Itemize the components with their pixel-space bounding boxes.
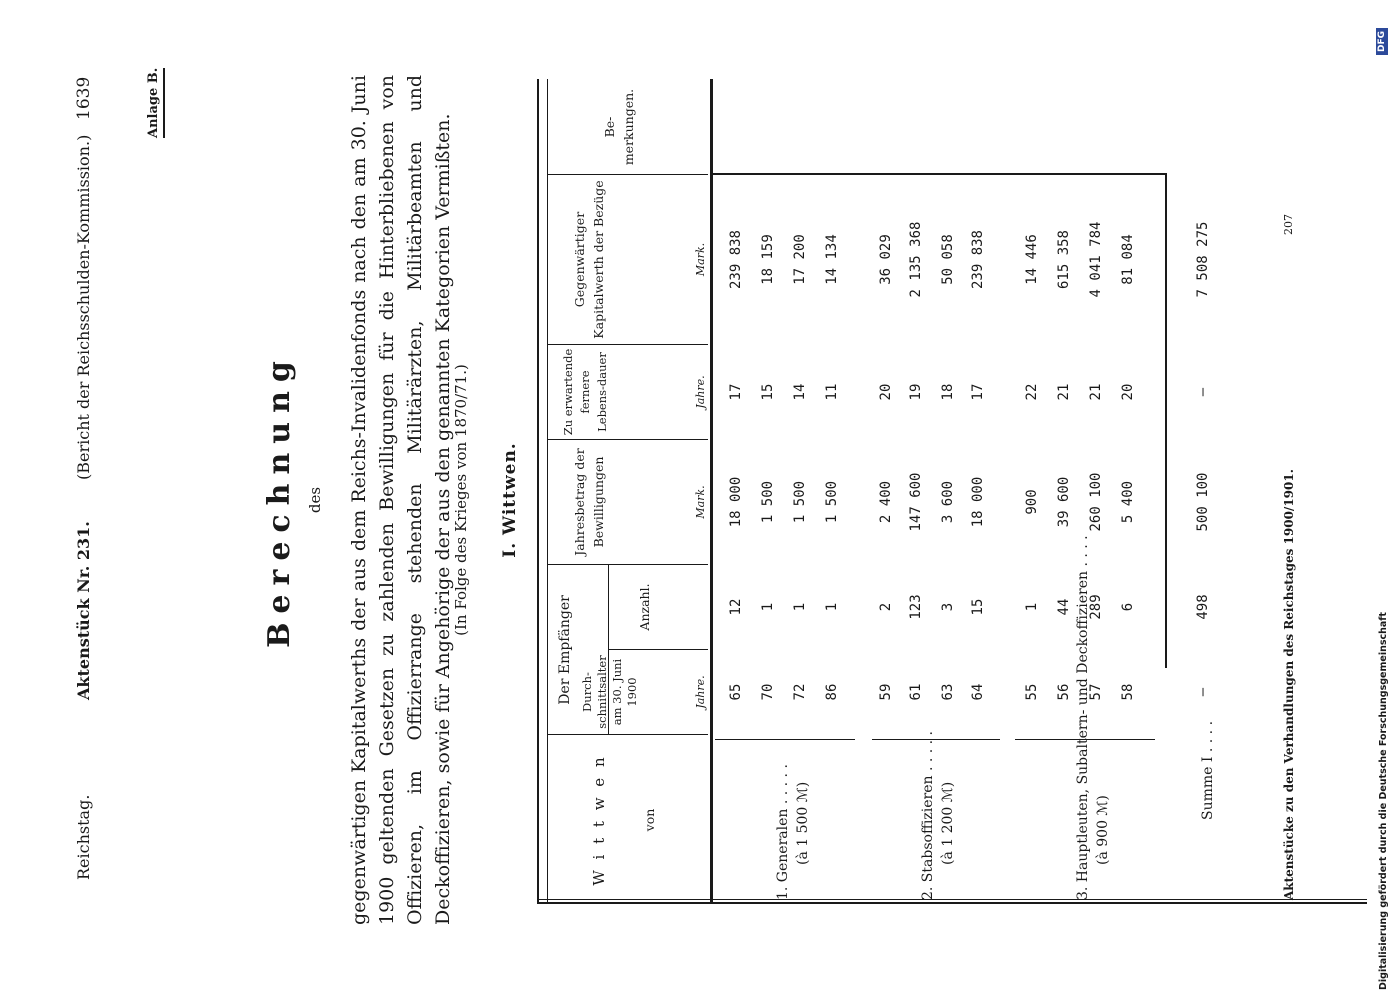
table-cell: 1 500 [824,480,840,524]
table-cell: 1 [792,602,808,612]
table-cell: 57 [1088,683,1104,701]
table-cell: 1 [760,602,776,612]
table-cell: 21 [1088,383,1104,401]
group-sub-3: (à 900 ℳ) [1095,795,1111,865]
col-rule-2 [608,649,708,650]
table-cell: 1 500 [792,480,808,524]
table-cell: 1 [1024,602,1040,612]
digitization-note: Digitalisierung gefördert durch die Deutsche Forschungsgemeinschaft [1378,612,1389,990]
table-cell: 239 838 [970,230,986,290]
table-cell: 50 058 [940,234,956,285]
table-cell: 65 [728,683,744,701]
sum-value: 7 508 275 [1195,221,1211,298]
table-cell: 289 [1088,594,1104,620]
header-ref: Aktenstück Nr. 231. [74,521,93,700]
table-cell: 4 041 784 [1088,221,1104,298]
col-rule-4 [548,439,708,440]
table-cell: 147 600 [908,472,924,532]
table-cell: 39 600 [1056,476,1072,528]
intro-note: (In Folge des Krieges von 1870/71.) [452,364,470,636]
table-cell: 14 134 [824,234,840,285]
group-bracket-2 [872,738,1000,740]
sum-label: Summe I . . . . [1200,720,1216,820]
header-left: Reichstag. [74,794,93,880]
table-cell: 22 [1024,383,1040,401]
table-cell: 615 358 [1056,230,1072,290]
table-cell: 1 500 [760,480,776,524]
col-value-unit: Mark. [694,242,707,277]
table-top-rule [537,79,539,904]
page-number: 1639 [74,76,94,120]
table-left-rule-2 [537,899,1367,900]
table-cell: 72 [792,683,808,701]
table-cell: 18 159 [760,234,776,285]
intro-text: gegenwärtigen Kapitalwerths der aus dem Reichs-Invalidenfonds nach den am 30. Juni 1900 geltenden Gesetzen zu zahlenden Bewilligungen für die Hinterbliebenen von Offizieren, im Offizierrange stehenden Militärärzten, Militärbeamten und Deckoffizieren, sowie für Angehörige der aus den genannten Kategorien Vermißten. [348,75,454,925]
table-cell: 17 [728,383,744,401]
table-cell: 61 [908,683,924,701]
sum-count: 498 [1195,594,1211,620]
table-cell: 14 446 [1024,234,1040,285]
footer-text: Aktenstücke zu den Verhandlungen des Reichstages 1900/1901. [1282,469,1296,900]
table-cell: 64 [970,683,986,701]
table-cell: 55 [1024,683,1040,701]
group-label-3: 3. Hauptleuten, Subaltern- und Deckoffizieren . . . . [1075,535,1091,900]
sum-annual: 500 100 [1195,472,1211,532]
table-cell: 11 [824,383,840,401]
col-witwen: W i t t w e n [590,754,608,886]
table-cell: 20 [878,383,894,401]
group-sub-1: (à 1 500 ℳ) [795,781,811,865]
group-sub-2: (à 1 200 ℳ) [940,781,956,865]
page-title: Berechnung [262,352,297,648]
table-cell: 20 [1120,383,1136,401]
signature-mark: 207 [1282,214,1295,235]
table-cell: 3 600 [940,480,956,524]
col-witwen-von: von [642,808,657,832]
header-bottom-rule [710,79,713,904]
table-cell: 86 [824,683,840,701]
table-cell: 239 838 [728,230,744,290]
table-cell: 56 [1056,683,1072,701]
table-cell: 2 135 368 [908,221,924,298]
group-bracket-3 [1015,738,1155,740]
value-right-rule [713,173,1165,175]
table-cell: 3 [940,602,956,612]
table-cell: 17 200 [792,234,808,285]
col-rule-6 [548,174,708,175]
dfg-logo: DFG [1376,28,1388,55]
col-annual: Jahresbetrag der Bewilligungen [572,448,606,556]
col-value: Gegenwärtiger Kapitalwerth der Bezüge [572,180,606,339]
table-cell: 6 [1120,602,1136,612]
table-cell: 18 000 [728,476,744,528]
table-cell: 2 [878,602,894,612]
table-cell: 5 400 [1120,480,1136,524]
col-age: Durch-schnittsalter am 30. Juni 1900 [580,655,639,729]
table-cell: 59 [878,683,894,701]
col-rule-5 [548,344,708,345]
col-count: Anzahl. [637,583,652,631]
table-cell: 58 [1120,683,1136,701]
section-title: I. Wittwen. [500,442,520,558]
sum-life: — [1195,387,1211,397]
table-cell: 63 [940,683,956,701]
col-life-unit: Jahre. [694,375,707,409]
table-cell: 36 029 [878,234,894,285]
header-note: (Bericht der Reichsschulden-Kommission.) [74,134,93,480]
table-cell: 21 [1056,383,1072,401]
col-remarks: Be-merkungen. [602,88,636,166]
sum-age: — [1195,687,1211,697]
table-cell: 81 084 [1120,234,1136,285]
table-cell: 15 [970,598,986,616]
table-cell: 44 [1056,598,1072,616]
col-annual-unit: Mark. [694,485,707,519]
table-cell: 18 000 [970,476,986,528]
table-cell: 15 [760,383,776,401]
annex-label: Anlage B. [146,68,165,138]
table-left-rule [537,902,1367,904]
col-age-unit: Jahre. [694,675,707,709]
table-cell: 14 [792,383,808,401]
table-cell: 260 100 [1088,472,1104,532]
table-cell: 18 [940,383,956,401]
table-cell: 17 [970,383,986,401]
table-top-rule-2 [547,79,548,904]
table-cell: 123 [908,594,924,620]
table-cell: 12 [728,598,744,616]
title-sub: des [306,486,324,514]
table-cell: 19 [908,383,924,401]
col-life: Zu erwartende fernere Lebens-dauer [561,348,609,436]
table-cell: 2 400 [878,480,894,524]
col-group-head: Der Empfänger [557,595,573,705]
group-label-2: 2. Stabsoffizieren . . . . . [920,730,936,900]
table-cell: 70 [760,683,776,701]
sum-rule [1165,173,1167,668]
group-bracket-1 [715,738,855,740]
group-label-1: 1. Generalen . . . . . [775,764,791,900]
table-cell: 900 [1024,489,1040,515]
table-cell: 1 [824,602,840,612]
